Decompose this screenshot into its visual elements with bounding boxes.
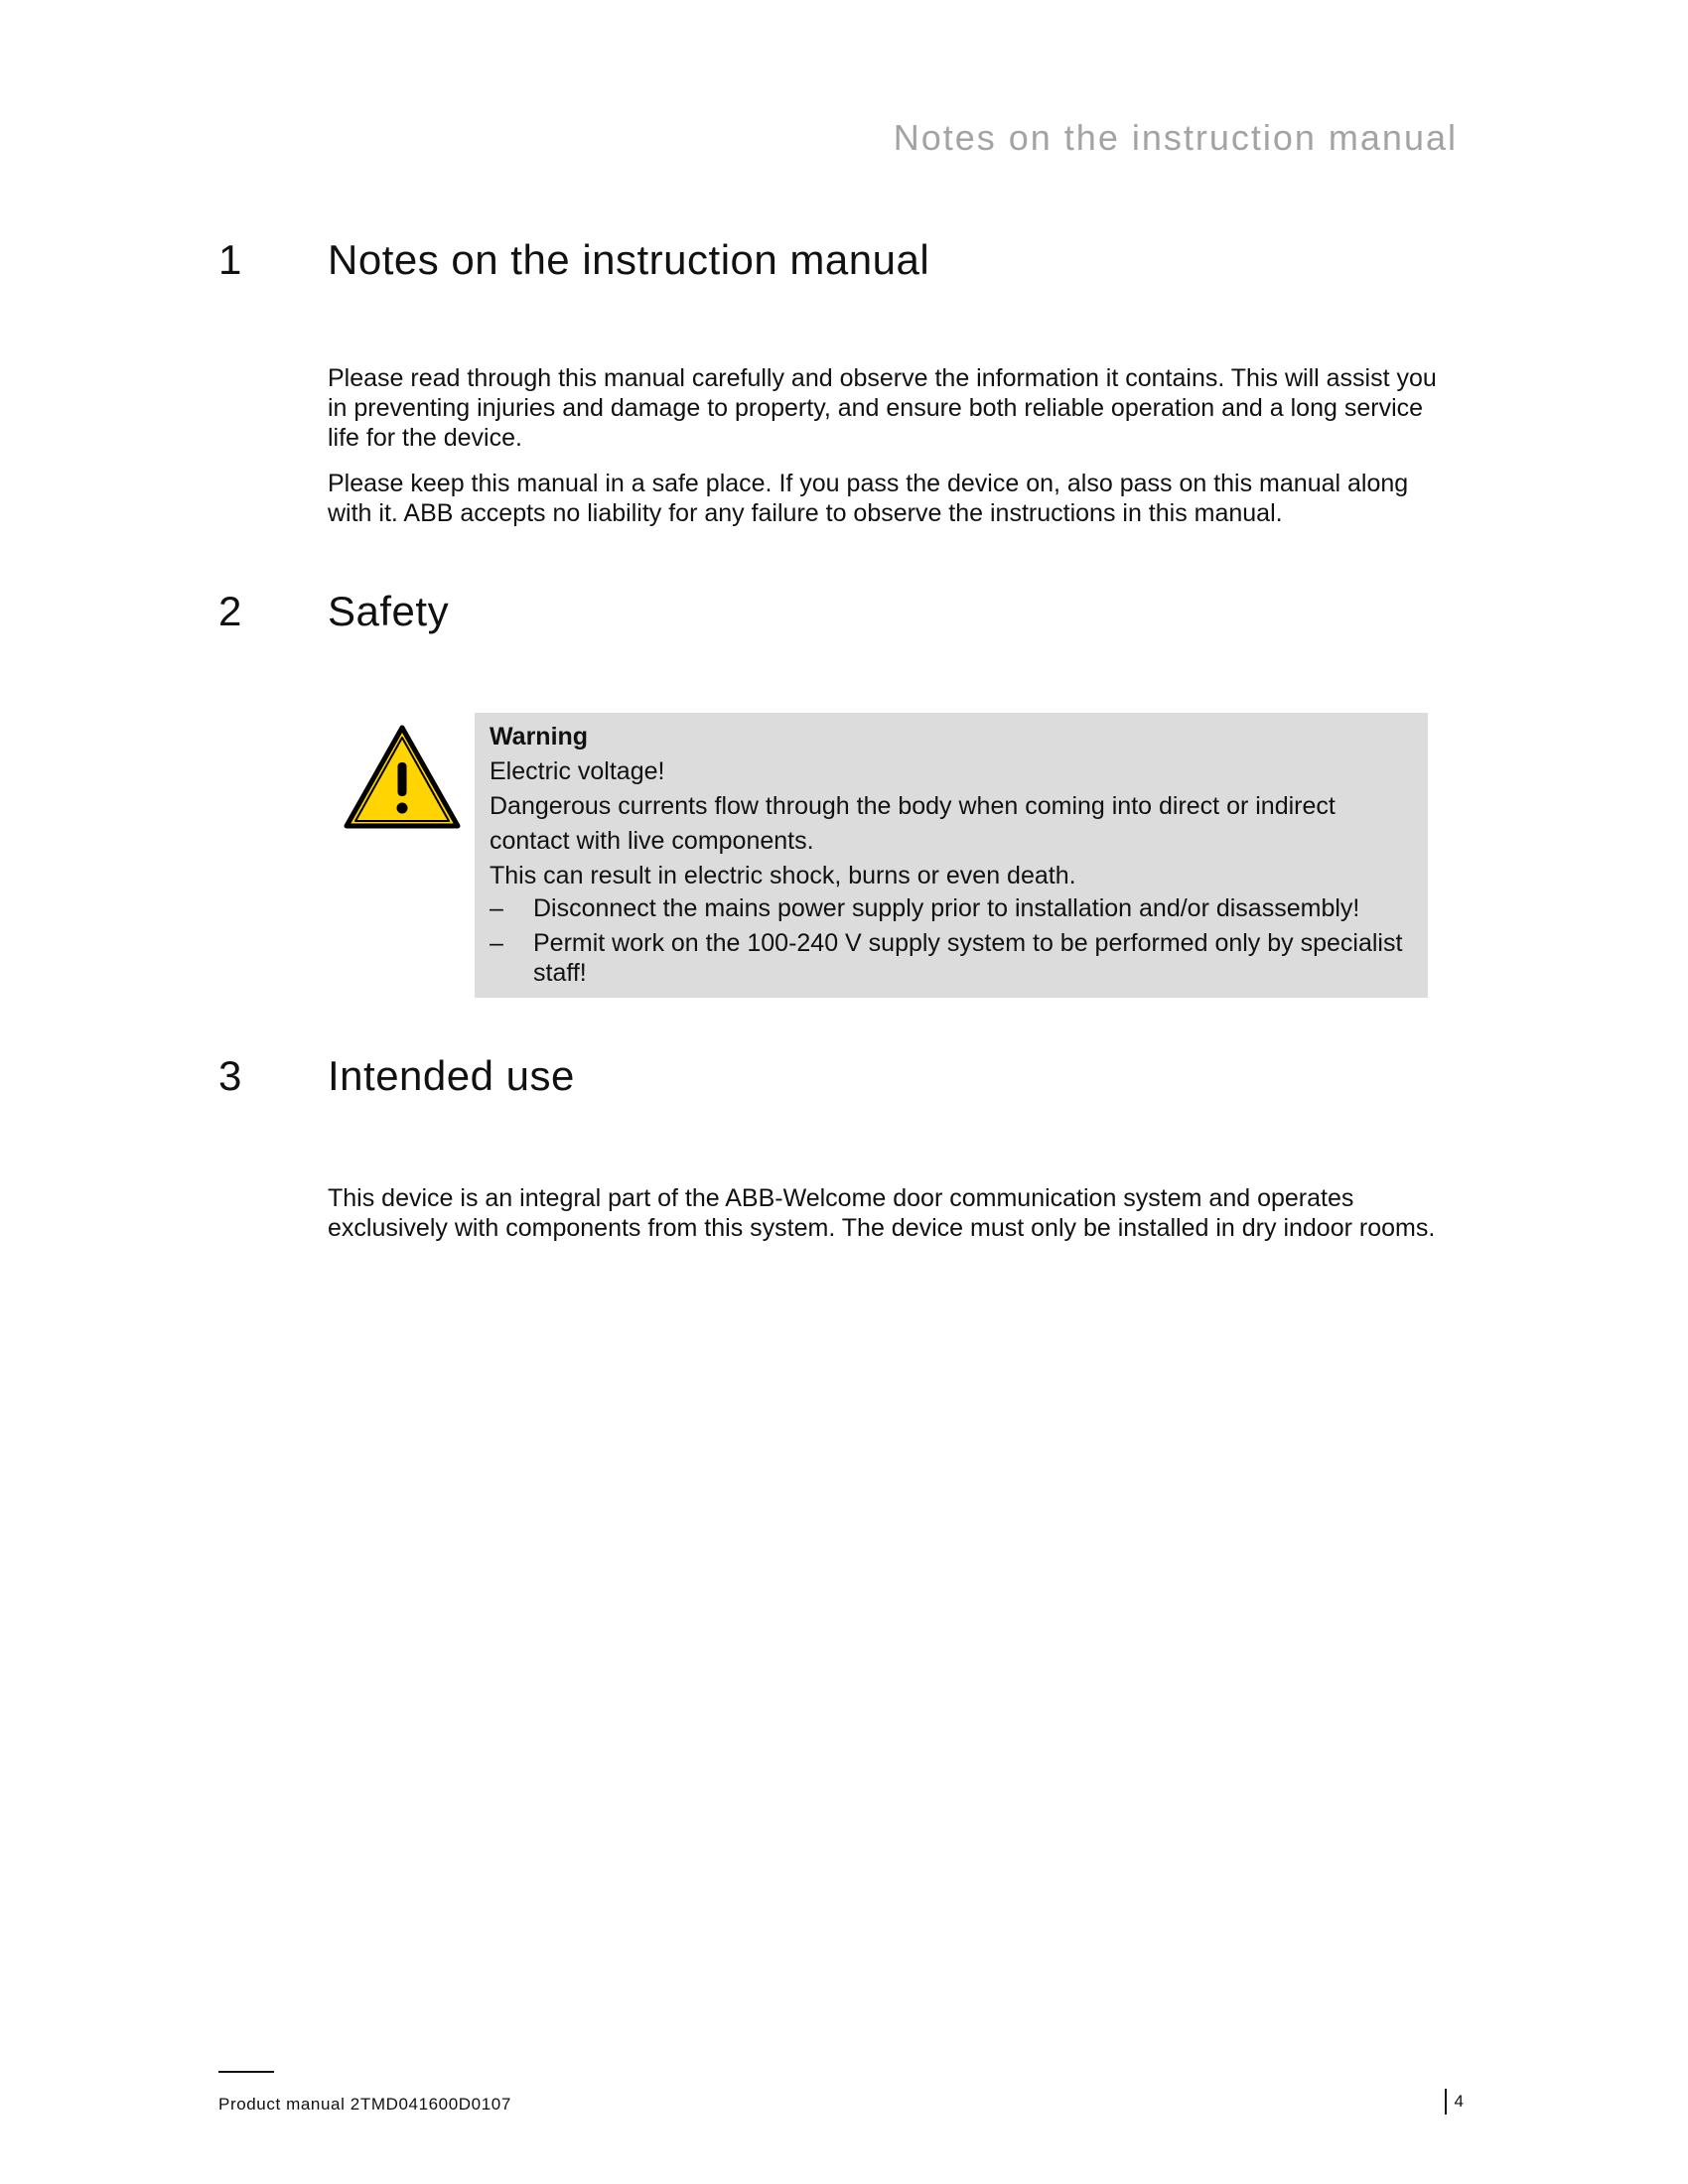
warning-box xyxy=(475,713,1428,998)
bullet-dash: – xyxy=(490,894,503,922)
warning-title: Warning xyxy=(490,723,589,751)
footer-page xyxy=(1445,2089,1464,2115)
section-body-intended-use xyxy=(328,1183,1440,1259)
page-number: 4 xyxy=(1454,2092,1464,2111)
warning-list-item-text: Permit work on the 100-240 V supply system to be performed only by specialist staff! xyxy=(533,929,1403,987)
warning-list-item-text: Disconnect the mains power supply prior to installation and/or disassembly! xyxy=(533,894,1360,922)
footer-rule xyxy=(218,2071,274,2073)
section-number: 2 xyxy=(218,588,242,634)
section-title: Intended use xyxy=(328,1052,575,1099)
section-heading-notes xyxy=(218,236,1410,284)
section-number: 3 xyxy=(218,1052,242,1099)
section-heading-intended-use xyxy=(218,1052,1410,1100)
paragraph: This device is an integral part of the ABB-Welcome door communication system and operates exclusively with components from this system. The device must only be installed in dry indoor rooms. xyxy=(328,1184,1436,1242)
section-body-notes xyxy=(328,363,1440,544)
warning-list xyxy=(490,893,1414,988)
bullet-dash: – xyxy=(490,929,503,957)
page-separator xyxy=(1445,2089,1447,2115)
running-header: Notes on the instruction manual xyxy=(893,117,1458,158)
warning-line: This can result in electric shock, burns or even death. xyxy=(490,862,1076,889)
warning-line: Dangerous currents flow through the body when coming into direct or indirect contact with live components. xyxy=(490,792,1336,855)
section-title: Safety xyxy=(328,588,450,634)
section-title: Notes on the instruction manual xyxy=(328,236,930,283)
section-number: 1 xyxy=(218,236,242,283)
paragraph: Please read through this manual carefully and observe the information it contains. This will assist you in preventing injuries and damage to property, and ensure both reliable operation and a long service life for the device. xyxy=(328,364,1437,452)
warning-list-item xyxy=(490,928,1414,988)
paragraph: Please keep this manual in a safe place. If you pass the device on, also pass on this manual along with it. ABB accepts no liability for any failure to observe the instructions in this manual. xyxy=(328,470,1409,527)
section-heading-safety xyxy=(218,588,1410,635)
warning-line: Electric voltage! xyxy=(490,757,665,785)
footer-document-id: Product manual 2TMD041600D0107 xyxy=(218,2095,511,2114)
warning-list-item xyxy=(490,893,1414,923)
warning-triangle-icon xyxy=(344,725,461,830)
